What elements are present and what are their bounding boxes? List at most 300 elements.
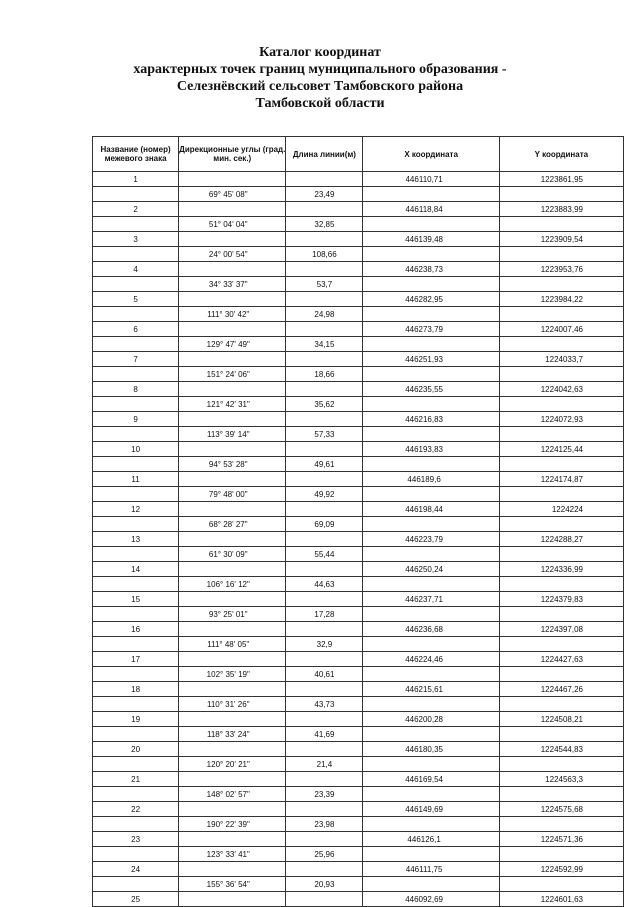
line-length: 44,63 bbox=[286, 577, 363, 592]
direction-angle: 69° 45' 08" bbox=[179, 187, 286, 202]
x-coordinate: 446092,69 bbox=[363, 892, 499, 907]
y-coordinate: 1224336,99 bbox=[499, 562, 623, 577]
empty-cell bbox=[179, 862, 286, 877]
line-length: 43,73 bbox=[286, 697, 363, 712]
point-number: 2 bbox=[93, 202, 179, 217]
table-row-point bbox=[93, 382, 624, 397]
empty-cell bbox=[179, 592, 286, 607]
point-number: 9 bbox=[93, 412, 179, 427]
empty-cell bbox=[363, 547, 499, 562]
direction-angle: 111° 48' 05" bbox=[179, 637, 286, 652]
empty-cell bbox=[286, 652, 363, 667]
table-row-point bbox=[93, 502, 624, 517]
table-row-segment bbox=[93, 187, 624, 202]
empty-cell bbox=[363, 217, 499, 232]
document-title bbox=[0, 44, 640, 112]
empty-cell bbox=[499, 547, 623, 562]
empty-cell bbox=[286, 502, 363, 517]
y-coordinate: 1224033,7 bbox=[499, 352, 623, 367]
header-x-coordinate: X координата bbox=[363, 137, 499, 172]
y-coordinate: 1224544,83 bbox=[499, 742, 623, 757]
point-number: 19 bbox=[93, 712, 179, 727]
x-coordinate: 446250,24 bbox=[363, 562, 499, 577]
table-row-segment bbox=[93, 787, 624, 802]
line-length: 23,49 bbox=[286, 187, 363, 202]
y-coordinate: 1223953,76 bbox=[499, 262, 623, 277]
empty-cell bbox=[499, 697, 623, 712]
point-number: 3 bbox=[93, 232, 179, 247]
table-row-segment bbox=[93, 397, 624, 412]
x-coordinate: 446180,35 bbox=[363, 742, 499, 757]
empty-cell bbox=[363, 847, 499, 862]
empty-cell bbox=[363, 337, 499, 352]
y-coordinate: 1224467,26 bbox=[499, 682, 623, 697]
empty-cell bbox=[499, 637, 623, 652]
empty-cell bbox=[179, 172, 286, 187]
empty-cell bbox=[93, 247, 179, 262]
empty-cell bbox=[179, 562, 286, 577]
empty-cell bbox=[286, 742, 363, 757]
empty-cell bbox=[93, 487, 179, 502]
direction-angle: 155° 36' 54" bbox=[179, 877, 286, 892]
empty-cell bbox=[363, 277, 499, 292]
line-length: 21,4 bbox=[286, 757, 363, 772]
empty-cell bbox=[286, 202, 363, 217]
x-coordinate: 446200,28 bbox=[363, 712, 499, 727]
empty-cell bbox=[363, 457, 499, 472]
table-row-segment bbox=[93, 607, 624, 622]
line-length: 25,96 bbox=[286, 847, 363, 862]
table-row-segment bbox=[93, 487, 624, 502]
empty-cell bbox=[93, 847, 179, 862]
x-coordinate: 446223,79 bbox=[363, 532, 499, 547]
empty-cell bbox=[363, 757, 499, 772]
direction-angle: 106° 16' 12" bbox=[179, 577, 286, 592]
line-length: 32,85 bbox=[286, 217, 363, 232]
table-row-point bbox=[93, 532, 624, 547]
direction-angle: 121° 42' 31" bbox=[179, 397, 286, 412]
y-coordinate: 1224072,93 bbox=[499, 412, 623, 427]
point-number: 18 bbox=[93, 682, 179, 697]
line-length: 49,61 bbox=[286, 457, 363, 472]
empty-cell bbox=[286, 232, 363, 247]
empty-cell bbox=[286, 412, 363, 427]
empty-cell bbox=[363, 427, 499, 442]
empty-cell bbox=[499, 607, 623, 622]
empty-cell bbox=[179, 352, 286, 367]
y-coordinate: 1223984,22 bbox=[499, 292, 623, 307]
y-coordinate: 1224575,68 bbox=[499, 802, 623, 817]
table-row-point bbox=[93, 892, 624, 907]
table-row-point bbox=[93, 292, 624, 307]
direction-angle: 94° 53' 28" bbox=[179, 457, 286, 472]
empty-cell bbox=[93, 187, 179, 202]
x-coordinate: 446118,84 bbox=[363, 202, 499, 217]
point-number: 15 bbox=[93, 592, 179, 607]
line-length: 108,66 bbox=[286, 247, 363, 262]
table-row-segment bbox=[93, 337, 624, 352]
table-row-point bbox=[93, 802, 624, 817]
y-coordinate: 1224042,63 bbox=[499, 382, 623, 397]
table-row-point bbox=[93, 442, 624, 457]
x-coordinate: 446251,93 bbox=[363, 352, 499, 367]
empty-cell bbox=[93, 637, 179, 652]
empty-cell bbox=[286, 862, 363, 877]
direction-angle: 151° 24' 06" bbox=[179, 367, 286, 382]
table-row-point bbox=[93, 172, 624, 187]
empty-cell bbox=[179, 262, 286, 277]
empty-cell bbox=[363, 817, 499, 832]
line-length: 35,62 bbox=[286, 397, 363, 412]
empty-cell bbox=[179, 382, 286, 397]
title-line-3: Селезнёвский сельсовет Тамбовского района bbox=[176, 79, 464, 94]
empty-cell bbox=[363, 307, 499, 322]
table-row-segment bbox=[93, 697, 624, 712]
title-line-4: Тамбовской области bbox=[255, 96, 385, 111]
empty-cell bbox=[179, 202, 286, 217]
table-row-point bbox=[93, 232, 624, 247]
table-row-segment bbox=[93, 547, 624, 562]
x-coordinate: 446193,83 bbox=[363, 442, 499, 457]
empty-cell bbox=[179, 292, 286, 307]
line-length: 40,61 bbox=[286, 667, 363, 682]
point-number: 10 bbox=[93, 442, 179, 457]
empty-cell bbox=[499, 787, 623, 802]
empty-cell bbox=[179, 232, 286, 247]
empty-cell bbox=[286, 172, 363, 187]
point-number: 14 bbox=[93, 562, 179, 577]
empty-cell bbox=[363, 367, 499, 382]
point-number: 4 bbox=[93, 262, 179, 277]
table-row-point bbox=[93, 562, 624, 577]
line-length: 57,33 bbox=[286, 427, 363, 442]
table-row-point bbox=[93, 622, 624, 637]
header-point-name: Название (номер) межевого знака bbox=[93, 137, 179, 172]
direction-angle: 24° 00' 54" bbox=[179, 247, 286, 262]
line-length: 23,98 bbox=[286, 817, 363, 832]
empty-cell bbox=[499, 337, 623, 352]
empty-cell bbox=[499, 277, 623, 292]
line-length: 24,98 bbox=[286, 307, 363, 322]
empty-cell bbox=[363, 637, 499, 652]
empty-cell bbox=[286, 592, 363, 607]
coordinates-table-wrapper bbox=[92, 136, 624, 907]
line-length: 53,7 bbox=[286, 277, 363, 292]
table-row-point bbox=[93, 412, 624, 427]
line-length: 49,92 bbox=[286, 487, 363, 502]
table-row-segment bbox=[93, 217, 624, 232]
empty-cell bbox=[93, 607, 179, 622]
table-row-point bbox=[93, 262, 624, 277]
point-number: 16 bbox=[93, 622, 179, 637]
empty-cell bbox=[499, 817, 623, 832]
header-y-coordinate: Y координата bbox=[499, 137, 623, 172]
y-coordinate: 1223909,54 bbox=[499, 232, 623, 247]
empty-cell bbox=[93, 457, 179, 472]
empty-cell bbox=[179, 682, 286, 697]
empty-cell bbox=[93, 427, 179, 442]
table-row-point bbox=[93, 352, 624, 367]
point-number: 5 bbox=[93, 292, 179, 307]
y-coordinate: 1224563,3 bbox=[499, 772, 623, 787]
x-coordinate: 446111,75 bbox=[363, 862, 499, 877]
table-body bbox=[93, 172, 624, 907]
empty-cell bbox=[286, 532, 363, 547]
empty-cell bbox=[93, 877, 179, 892]
empty-cell bbox=[286, 442, 363, 457]
x-coordinate: 446237,71 bbox=[363, 592, 499, 607]
point-number: 22 bbox=[93, 802, 179, 817]
y-coordinate: 1224288,27 bbox=[499, 532, 623, 547]
direction-angle: 34° 33' 37" bbox=[179, 277, 286, 292]
y-coordinate: 1223861,95 bbox=[499, 172, 623, 187]
x-coordinate: 446236,68 bbox=[363, 622, 499, 637]
y-coordinate: 1224224 bbox=[499, 502, 623, 517]
y-coordinate: 1224174,87 bbox=[499, 472, 623, 487]
empty-cell bbox=[93, 817, 179, 832]
table-row-point bbox=[93, 322, 624, 337]
empty-cell bbox=[286, 352, 363, 367]
empty-cell bbox=[286, 772, 363, 787]
line-length: 20,93 bbox=[286, 877, 363, 892]
empty-cell bbox=[286, 622, 363, 637]
point-number: 7 bbox=[93, 352, 179, 367]
y-coordinate: 1224592,99 bbox=[499, 862, 623, 877]
table-row-segment bbox=[93, 637, 624, 652]
x-coordinate: 446273,79 bbox=[363, 322, 499, 337]
point-number: 17 bbox=[93, 652, 179, 667]
empty-cell bbox=[93, 367, 179, 382]
y-coordinate: 1224571,36 bbox=[499, 832, 623, 847]
x-coordinate: 446139,48 bbox=[363, 232, 499, 247]
empty-cell bbox=[179, 892, 286, 907]
point-number: 23 bbox=[93, 832, 179, 847]
empty-cell bbox=[363, 397, 499, 412]
empty-cell bbox=[179, 622, 286, 637]
title-line-2: характерных точек границ муниципального образования - bbox=[133, 62, 507, 77]
table-row-point bbox=[93, 202, 624, 217]
empty-cell bbox=[499, 727, 623, 742]
empty-cell bbox=[286, 382, 363, 397]
empty-cell bbox=[363, 787, 499, 802]
table-row-segment bbox=[93, 277, 624, 292]
empty-cell bbox=[499, 397, 623, 412]
direction-angle: 61° 30' 09" bbox=[179, 547, 286, 562]
line-length: 18,66 bbox=[286, 367, 363, 382]
empty-cell bbox=[499, 517, 623, 532]
point-number: 1 bbox=[93, 172, 179, 187]
empty-cell bbox=[179, 442, 286, 457]
empty-cell bbox=[286, 562, 363, 577]
direction-angle: 190° 22' 39" bbox=[179, 817, 286, 832]
empty-cell bbox=[93, 577, 179, 592]
empty-cell bbox=[93, 727, 179, 742]
empty-cell bbox=[363, 697, 499, 712]
table-row-segment bbox=[93, 367, 624, 382]
empty-cell bbox=[286, 262, 363, 277]
point-number: 8 bbox=[93, 382, 179, 397]
y-coordinate: 1224125,44 bbox=[499, 442, 623, 457]
empty-cell bbox=[363, 187, 499, 202]
table-row-segment bbox=[93, 727, 624, 742]
empty-cell bbox=[363, 607, 499, 622]
empty-cell bbox=[179, 712, 286, 727]
empty-cell bbox=[179, 652, 286, 667]
empty-cell bbox=[93, 397, 179, 412]
header-line-length: Длина линии(м) bbox=[286, 137, 363, 172]
empty-cell bbox=[93, 217, 179, 232]
table-row-point bbox=[93, 862, 624, 877]
point-number: 12 bbox=[93, 502, 179, 517]
y-coordinate: 1223883,99 bbox=[499, 202, 623, 217]
empty-cell bbox=[499, 307, 623, 322]
direction-angle: 113° 39' 14" bbox=[179, 427, 286, 442]
table-row-point bbox=[93, 742, 624, 757]
direction-angle: 51° 04' 04" bbox=[179, 217, 286, 232]
empty-cell bbox=[286, 712, 363, 727]
point-number: 24 bbox=[93, 862, 179, 877]
empty-cell bbox=[499, 247, 623, 262]
empty-cell bbox=[93, 697, 179, 712]
empty-cell bbox=[179, 802, 286, 817]
direction-angle: 129° 47' 49" bbox=[179, 337, 286, 352]
y-coordinate: 1224508,21 bbox=[499, 712, 623, 727]
direction-angle: 68° 28' 27" bbox=[179, 517, 286, 532]
table-header-row bbox=[93, 137, 624, 172]
empty-cell bbox=[363, 487, 499, 502]
empty-cell bbox=[499, 457, 623, 472]
empty-cell bbox=[93, 277, 179, 292]
empty-cell bbox=[93, 667, 179, 682]
empty-cell bbox=[499, 217, 623, 232]
point-number: 21 bbox=[93, 772, 179, 787]
table-row-segment bbox=[93, 757, 624, 772]
empty-cell bbox=[179, 832, 286, 847]
x-coordinate: 446126,1 bbox=[363, 832, 499, 847]
empty-cell bbox=[286, 892, 363, 907]
empty-cell bbox=[286, 682, 363, 697]
empty-cell bbox=[93, 757, 179, 772]
empty-cell bbox=[499, 667, 623, 682]
x-coordinate: 446282,95 bbox=[363, 292, 499, 307]
empty-cell bbox=[499, 757, 623, 772]
table-row-point bbox=[93, 682, 624, 697]
line-length: 41,69 bbox=[286, 727, 363, 742]
direction-angle: 123° 33' 41" bbox=[179, 847, 286, 862]
x-coordinate: 446224,46 bbox=[363, 652, 499, 667]
point-number: 20 bbox=[93, 742, 179, 757]
empty-cell bbox=[499, 877, 623, 892]
table-row-segment bbox=[93, 307, 624, 322]
empty-cell bbox=[286, 832, 363, 847]
direction-angle: 93° 25' 01" bbox=[179, 607, 286, 622]
empty-cell bbox=[179, 532, 286, 547]
y-coordinate: 1224601,63 bbox=[499, 892, 623, 907]
empty-cell bbox=[363, 517, 499, 532]
x-coordinate: 446235,55 bbox=[363, 382, 499, 397]
empty-cell bbox=[93, 307, 179, 322]
empty-cell bbox=[286, 322, 363, 337]
empty-cell bbox=[179, 742, 286, 757]
point-number: 13 bbox=[93, 532, 179, 547]
direction-angle: 110° 31' 26" bbox=[179, 697, 286, 712]
empty-cell bbox=[286, 292, 363, 307]
direction-angle: 148° 02' 57" bbox=[179, 787, 286, 802]
x-coordinate: 446189,6 bbox=[363, 472, 499, 487]
point-number: 6 bbox=[93, 322, 179, 337]
x-coordinate: 446238,73 bbox=[363, 262, 499, 277]
empty-cell bbox=[179, 322, 286, 337]
empty-cell bbox=[499, 847, 623, 862]
table-row-segment bbox=[93, 877, 624, 892]
x-coordinate: 446169,54 bbox=[363, 772, 499, 787]
table-row-segment bbox=[93, 457, 624, 472]
empty-cell bbox=[179, 772, 286, 787]
y-coordinate: 1224397,08 bbox=[499, 622, 623, 637]
coordinates-table bbox=[92, 136, 624, 907]
x-coordinate: 446198,44 bbox=[363, 502, 499, 517]
empty-cell bbox=[286, 802, 363, 817]
empty-cell bbox=[179, 502, 286, 517]
empty-cell bbox=[93, 517, 179, 532]
line-length: 55,44 bbox=[286, 547, 363, 562]
y-coordinate: 1224379,83 bbox=[499, 592, 623, 607]
table-row-segment bbox=[93, 817, 624, 832]
table-row-point bbox=[93, 652, 624, 667]
header-direction-angle: Дирекционные углы (град. мин. сек.) bbox=[179, 137, 286, 172]
direction-angle: 120° 20' 21" bbox=[179, 757, 286, 772]
empty-cell bbox=[286, 472, 363, 487]
empty-cell bbox=[93, 547, 179, 562]
table-row-segment bbox=[93, 427, 624, 442]
point-number: 25 bbox=[93, 892, 179, 907]
x-coordinate: 446215,61 bbox=[363, 682, 499, 697]
line-length: 23,39 bbox=[286, 787, 363, 802]
x-coordinate: 446110,71 bbox=[363, 172, 499, 187]
line-length: 69,09 bbox=[286, 517, 363, 532]
table-row-segment bbox=[93, 577, 624, 592]
empty-cell bbox=[499, 187, 623, 202]
direction-angle: 79° 48' 00" bbox=[179, 487, 286, 502]
direction-angle: 102° 35' 19" bbox=[179, 667, 286, 682]
line-length: 34,15 bbox=[286, 337, 363, 352]
x-coordinate: 446216,83 bbox=[363, 412, 499, 427]
empty-cell bbox=[499, 487, 623, 502]
table-row-segment bbox=[93, 517, 624, 532]
empty-cell bbox=[363, 877, 499, 892]
empty-cell bbox=[363, 667, 499, 682]
empty-cell bbox=[179, 412, 286, 427]
empty-cell bbox=[499, 577, 623, 592]
table-row-point bbox=[93, 592, 624, 607]
y-coordinate: 1224427,63 bbox=[499, 652, 623, 667]
table-row-point bbox=[93, 472, 624, 487]
empty-cell bbox=[499, 367, 623, 382]
empty-cell bbox=[363, 727, 499, 742]
line-length: 32,9 bbox=[286, 637, 363, 652]
empty-cell bbox=[363, 247, 499, 262]
table-row-segment bbox=[93, 667, 624, 682]
line-length: 17,28 bbox=[286, 607, 363, 622]
direction-angle: 118° 33' 24" bbox=[179, 727, 286, 742]
y-coordinate: 1224007,46 bbox=[499, 322, 623, 337]
table-row-point bbox=[93, 832, 624, 847]
table-row-point bbox=[93, 712, 624, 727]
x-coordinate: 446149,69 bbox=[363, 802, 499, 817]
empty-cell bbox=[499, 427, 623, 442]
table-row-point bbox=[93, 772, 624, 787]
table-row-segment bbox=[93, 247, 624, 262]
